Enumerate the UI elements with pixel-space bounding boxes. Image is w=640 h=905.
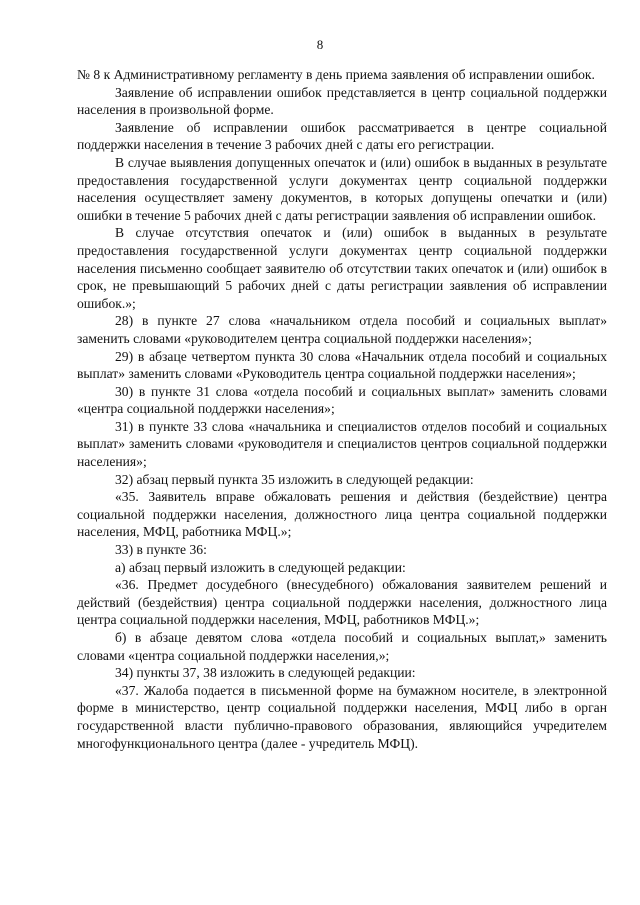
paragraph-item-32: 32) абзац первый пункта 35 изложить в следующей редакции: bbox=[115, 471, 474, 487]
paragraph-item-28: 28) в пункте 27 слова «начальником отдела пособий и социальных выплат» заменить словами «руководителем центра социальной поддержки населения»; bbox=[77, 313, 607, 346]
paragraph-quote-37: «37. Жалоба подается в письменной форме на бумажном носителе, в электронной форме в министерство, центр социальной поддержки населения, МФЦ либо в орган государственной власти публично-правового образования, являющийся учредителем многофункционального центра (далее - учредитель МФЦ). bbox=[77, 682, 607, 751]
paragraph: Заявление об исправлении ошибок представляется в центр социальной поддержки населения в произвольной форме. bbox=[77, 84, 607, 118]
paragraph-item-31: 31) в пункте 33 слова «начальника и специалистов отделов пособий и социальных выплат» заменить словами «руководителя и специалистов центров социальной поддержки населения»; bbox=[77, 418, 607, 470]
paragraph-subitem-b: б) в абзаце девятом слова «отдела пособий и социальных выплат,» заменить словами «центра социальной поддержки населения,»; bbox=[77, 630, 607, 663]
paragraph-item-33: 33) в пункте 36: bbox=[115, 542, 207, 558]
paragraph: В случае отсутствия опечаток и (или) ошибок в выданных в результате предоставления государственной услуги документах центр социальной поддержки населения письменно сообщает заявителю об отсутствии таких опечаток и (или) ошибок в срок, не превышающий 5 рабочих дней с даты регистрации заявления об исправлении ошибок.»; bbox=[77, 225, 607, 311]
paragraph-item-29: 29) в абзаце четвертом пункта 30 слова «Начальник отдела пособий и социальных выплат» заменить словами «Руководитель центра социальной поддержки населения»; bbox=[77, 348, 607, 382]
paragraph-item-30: 30) в пункте 31 слова «отдела пособий и социальных выплат» заменить словами «центра социальной поддержки населения»; bbox=[77, 383, 607, 417]
paragraph-continuation: № 8 к Административному регламенту в день приема заявления об исправлении ошибок. bbox=[77, 67, 595, 82]
page-number: 8 bbox=[316, 37, 324, 52]
paragraph-subitem-a: а) абзац первый изложить в следующей редакции: bbox=[115, 559, 406, 575]
paragraph: В случае выявления допущенных опечаток и (или) ошибок в выданных в результате предоставления государственной услуги документах центр социальной поддержки населения осуществляет замену документов, в которых допущены опечатки и (или) ошибки в течение 5 рабочих дней с даты регистрации заявления об исправлении ошибок. bbox=[77, 154, 607, 223]
paragraph: Заявление об исправлении ошибок рассматривается в центре социальной поддержки населения в течение 3 рабочих дней с даты его регистрации. bbox=[77, 119, 607, 153]
paragraph-item-34: 34) пункты 37, 38 изложить в следующей редакции: bbox=[115, 665, 416, 681]
paragraph-quote-36: «36. Предмет досудебного (внесудебного) обжалования заявителем решений и действий (бездействия) центра социальной поддержки населения, должностного лица центра социальной поддержки населения, МФЦ, работников МФЦ.»; bbox=[77, 577, 607, 628]
paragraph-quote-35: «35. Заявитель вправе обжаловать решения и действия (бездействие) центра социальной поддержки населения, должностного лица центра социальной поддержки населения, МФЦ, работника МФЦ.»; bbox=[77, 489, 607, 540]
document-body bbox=[77, 66, 607, 752]
